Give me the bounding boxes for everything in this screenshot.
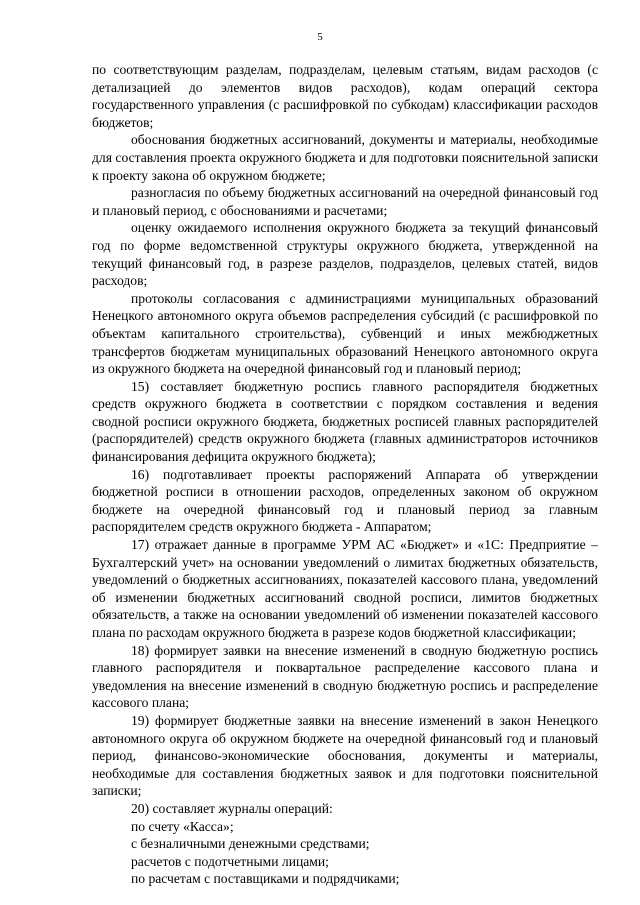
paragraph: разногласия по объему бюджетных ассигнований на очередной финансовый год и плановый период, с обоснованиями и расчетами;	[92, 185, 598, 218]
paragraph: по расчетам с поставщиками и подрядчиками;	[131, 871, 400, 887]
paragraph: 15) составляет бюджетную роспись главного распорядителя бюджетных средств окружного бюджета в соответствии с порядком составления и ведения сводной росписи окружного бюджета, бюджетных росписей главных распорядителей (распорядителей) средств окружного бюджета (главных администраторов источников финансирования дефицита окружного бюджета);	[92, 378, 598, 465]
paragraph: протоколы согласования с администрациями муниципальных образований Ненецкого автономного округа объемов распределения субсидий (с расшифровкой по объектам капитального строительства), субвенций и иных межбюджетных трансфертов бюджетам муниципальных образований Ненецкого автономного округа из окружного бюджета на очередной финансовый год и плановый период;	[92, 290, 598, 377]
document-body	[92, 61, 598, 888]
paragraph: с безналичными денежными средствами;	[131, 836, 370, 852]
paragraph: по счету «Касса»;	[131, 818, 234, 834]
paragraph: 18) формирует заявки на внесение изменений в сводную бюджетную роспись главного распорядителя и поквартальное распределение кассового плана и уведомления на внесение изменений в сводную бюджетную роспись и распределение кассового плана;	[92, 642, 598, 711]
paragraph: по соответствующим разделам, подразделам, целевым статьям, видам расходов (с детализацией до элементов видов расходов), кодам операций сектора государственного управления (с расшифровкой по субкодам) классификации расходов бюджетов;	[92, 62, 598, 130]
paragraph: оценку ожидаемого исполнения окружного бюджета за текущий финансовый год по форме ведомственной структуры окружного бюджета, утвержденной на текущий финансовый год, в разрезе разделов, подразделов, целевых статей, видов расходов;	[92, 220, 598, 289]
paragraph: 16) подготавливает проекты распоряжений Аппарата об утверждении бюджетной росписи в отношении расходов, определенных законом об окружном бюджете на очередной финансовый год и плановый период за главным распорядителем средств окружного бюджета - Аппаратом;	[92, 466, 598, 535]
page-number: 5	[317, 31, 323, 43]
paragraph: 17) отражает данные в программе УРМ АС «Бюджет» и «1С: Предприятие – Бухгалтерский учет» на основании уведомлений о лимитах бюджетных обязательств, уведомлений о бюджетных ассигнованиях, показателей кассового плана, уведомлений об изменении бюджетных ассигнований сводной росписи, лимитов бюджетных обязательств, а также на основании уведомлений об изменении показателей кассового плана по расходам окружного бюджета в разрезе кодов бюджетной классификации;	[92, 537, 598, 640]
paragraph: 19) формирует бюджетные заявки на внесение изменений в закон Ненецкого автономного округа об окружном бюджете на очередной финансовый год и плановый период, финансово-экономические обоснования, документы и материалы, необходимые для составления бюджетных заявок и для подготовки пояснительной записки;	[92, 712, 598, 799]
paragraph: 20) составляет журналы операций:	[131, 800, 333, 816]
paragraph: обоснования бюджетных ассигнований, документы и материалы, необходимые для составления проекта окружного бюджета и для подготовки пояснительной записки к проекту закона об окружном бюджете;	[92, 132, 598, 183]
paragraph: расчетов с подотчетными лицами;	[131, 853, 329, 869]
